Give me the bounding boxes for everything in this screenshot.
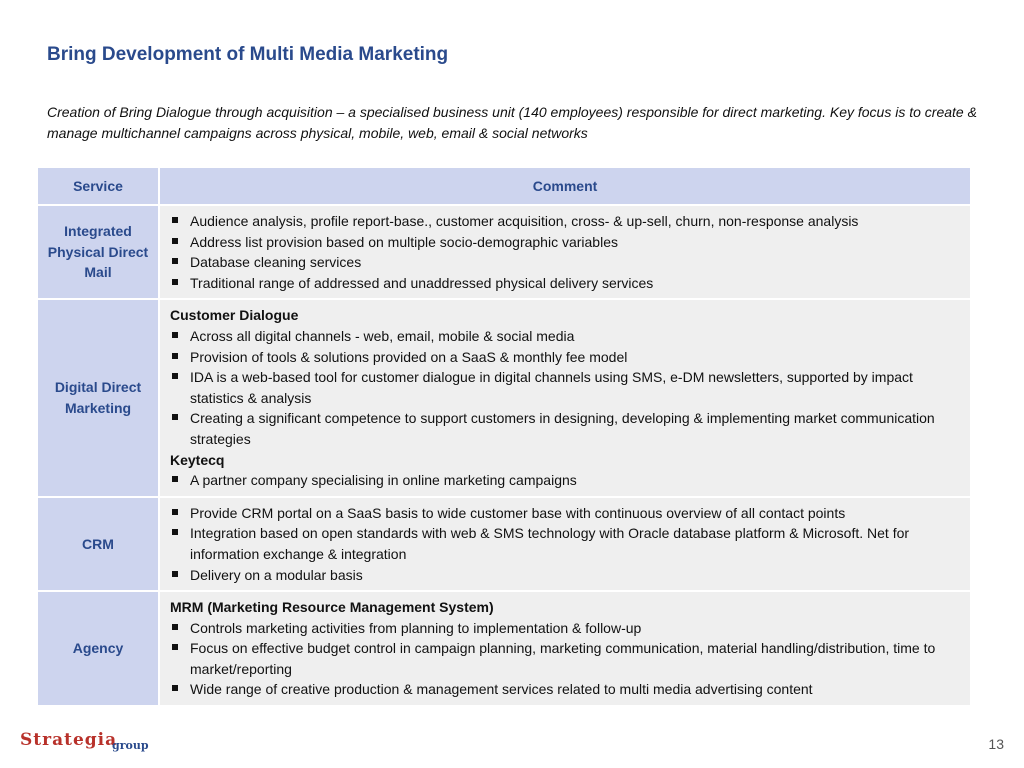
- comment-block-heading: Keytecq: [170, 451, 225, 468]
- bullet-item: Audience analysis, profile report-base., customer acquisition, cross- & up-sell, churn, non-response analysis: [170, 211, 962, 232]
- services-table: [36, 166, 972, 707]
- service-cell: Agency: [38, 592, 158, 705]
- bullet-item: Address list provision based on multiple socio-demographic variables: [170, 232, 962, 253]
- bullet-item: IDA is a web-based tool for customer dialogue in digital channels using SMS, e-DM newsletters, supported by impact statistics & analysis: [170, 367, 962, 408]
- bullet-list: [170, 470, 962, 491]
- strategia-logo: [20, 730, 170, 756]
- header-service: Service: [38, 168, 158, 204]
- bullet-item: Across all digital channels - web, email, mobile & social media: [170, 326, 962, 347]
- comment-cell: [160, 498, 970, 590]
- table-row: [38, 592, 970, 705]
- bullet-list: [170, 211, 962, 293]
- service-cell: Digital Direct Marketing: [38, 300, 158, 495]
- bullet-item: Traditional range of addressed and unaddressed physical delivery services: [170, 273, 962, 294]
- bullet-item: A partner company specialising in online marketing campaigns: [170, 470, 962, 491]
- table-row: [38, 300, 970, 495]
- bullet-list: [170, 326, 962, 450]
- bullet-list: [170, 618, 962, 700]
- comment-cell: [160, 206, 970, 298]
- bullet-item: Focus on effective budget control in campaign planning, marketing communication, material handling/distribution, time to market/reporting: [170, 638, 962, 679]
- bullet-item: Integration based on open standards with web & SMS technology with Oracle database platform & Microsoft. Net for information exchange & integration: [170, 523, 962, 564]
- service-cell: Integrated Physical Direct Mail: [38, 206, 158, 298]
- bullet-item: Wide range of creative production & management services related to multi media advertising content: [170, 679, 962, 700]
- bullet-item: Provision of tools & solutions provided on a SaaS & monthly fee model: [170, 347, 962, 368]
- table-body: [38, 206, 970, 705]
- bullet-item: Controls marketing activities from planning to implementation & follow-up: [170, 618, 962, 639]
- comment-block-heading: MRM (Marketing Resource Management System): [170, 599, 494, 616]
- service-cell: CRM: [38, 498, 158, 590]
- table-header-row: [38, 168, 970, 204]
- page-number: 13: [988, 736, 1004, 752]
- comment-cell: [160, 300, 970, 495]
- bullet-item: Creating a significant competence to support customers in designing, developing & implementing market communication strategies: [170, 408, 962, 449]
- table-row: [38, 206, 970, 298]
- bullet-item: Delivery on a modular basis: [170, 565, 962, 586]
- slide-title: Bring Development of Multi Media Marketing: [47, 44, 449, 65]
- comment-block-heading: Customer Dialogue: [170, 307, 299, 324]
- table-row: [38, 498, 970, 590]
- comment-cell: [160, 592, 970, 705]
- slide-subtitle: Creation of Bring Dialogue through acquisition – a specialised business unit (140 employees) responsible for direct marketing. Key focus is to create & manage multichannel campaigns across physical, mobile, web, email & social networks: [47, 104, 977, 141]
- bullet-item: Provide CRM portal on a SaaS basis to wide customer base with continuous overview of all contact points: [170, 503, 962, 524]
- bullet-item: Database cleaning services: [170, 252, 962, 273]
- logo-sub-text: group: [112, 739, 149, 752]
- bullet-list: [170, 503, 962, 585]
- header-comment: Comment: [160, 168, 970, 204]
- logo-main-text: Strategia: [20, 730, 118, 750]
